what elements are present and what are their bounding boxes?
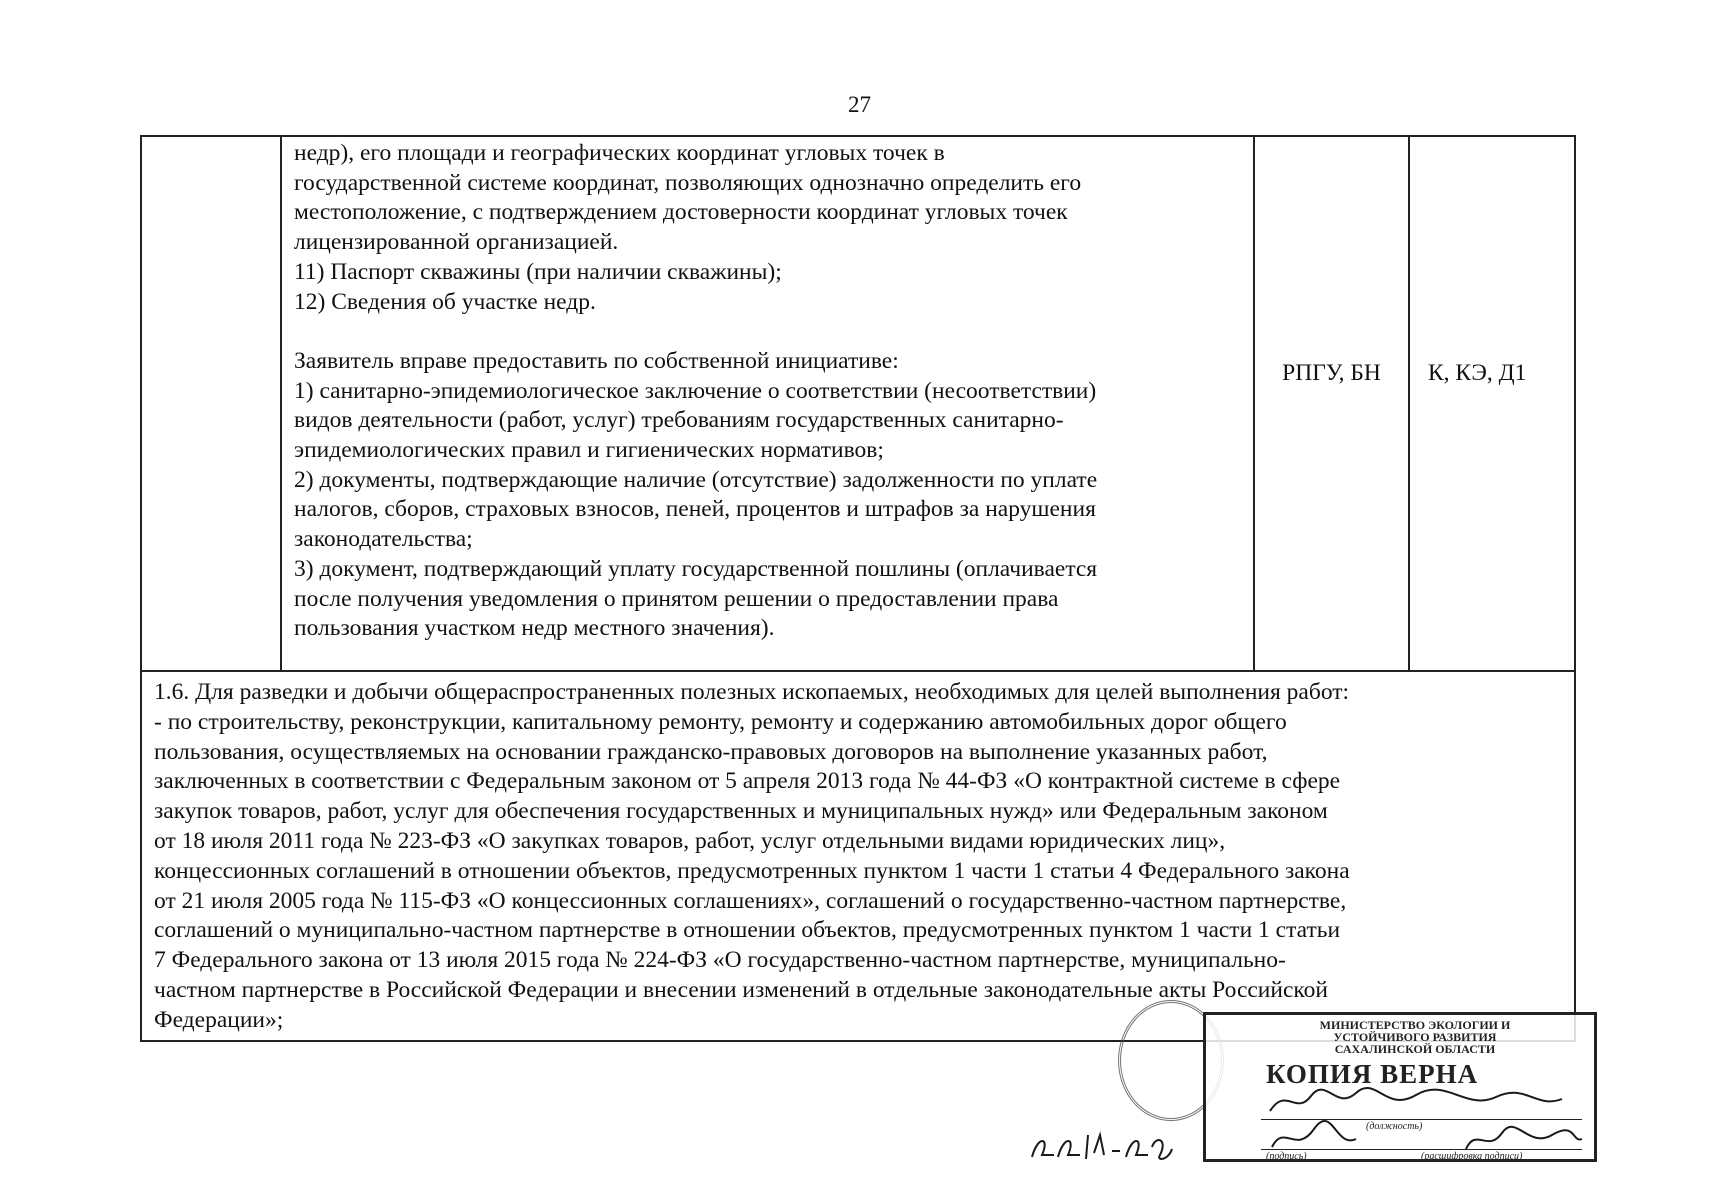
text-line: пользования, осуществляемых на основании гражданско-правовых договоров на выполнение указанных работ, [154, 738, 1268, 765]
text-line: 12) Сведения об участке недр. [294, 288, 596, 315]
stamp-ministry-line: САХАЛИНСКОЙ ОБЛАСТИ [1334, 1042, 1496, 1056]
table-row [142, 137, 1574, 672]
certified-copy-stamp [1203, 1012, 1597, 1162]
stamp-caption-position: (должность) [1366, 1121, 1423, 1132]
text-line: Федерации»; [154, 1006, 284, 1033]
text-line: - по строительству, реконструкции, капитальному ремонту, ремонту и содержанию автомобильных дорог общего [154, 708, 1287, 735]
requirements-table [140, 135, 1576, 1042]
text-line: 3) документ, подтверждающий уплату государственной пошлины (оплачивается [294, 555, 1098, 582]
stamp-ministry-line: УСТОЙЧИВОГО РАЗВИТИЯ [1333, 1030, 1497, 1044]
text-line: государственной системе координат, позволяющих однозначно определить его [294, 169, 1082, 196]
text-line: 11) Паспорт скважины (при наличии скважины); [294, 258, 782, 285]
text-line: законодательства; [294, 526, 473, 553]
text-line: 2) документы, подтверждающие наличие (отсутствие) задолженности по уплате [294, 466, 1098, 493]
text-line: 1.6. Для разведки и добычи общераспространенных полезных ископаемых, необходимых для целей выполнения работ: [154, 679, 1350, 705]
handwritten-date [1028, 1125, 1178, 1170]
stamp-caption-name: (расшифровка подписи) [1421, 1151, 1523, 1162]
submission-codes-cell: РПГУ, БН [1255, 137, 1410, 670]
text-line: пользования участком недр местного значения). [294, 615, 775, 642]
text-line: Заявитель вправе предоставить по собственной инициативе: [294, 347, 899, 374]
handwritten-signature [1266, 1119, 1586, 1159]
text-line: от 21 июля 2005 года № 115-ФЗ «О концессионных соглашениях», соглашений о государственно-частном партнерстве, [154, 887, 1347, 914]
text-line: соглашений о муниципально-частном партнерстве в отношении объектов, предусмотренных пунктом 1 части 1 статьи [154, 917, 1341, 944]
text-line: налогов, сборов, страховых взносов, пеней, процентов и штрафов за нарушения [294, 496, 1096, 523]
text-line: видов деятельности (работ, услуг) требованиям государственных санитарно- [294, 407, 1064, 434]
text-line: концессионных соглашений в отношении объектов, предусмотренных пунктом 1 части 1 статьи 4 Федерального закона [154, 857, 1350, 884]
documents-list-cell [282, 137, 1255, 670]
stamp-ministry-line: МИНИСТЕРСТВО ЭКОЛОГИИ И [1319, 1018, 1511, 1032]
section-1-6-row [142, 672, 1574, 1040]
handwritten-position-signature [1266, 1081, 1566, 1121]
text-line: от 18 июля 2011 года № 223-ФЗ «О закупках товаров, работ, услуг отдельными видами юридических лиц», [154, 827, 1226, 854]
paragraph-gap [294, 317, 1243, 347]
text-line: после получения уведомления о принятом решении о предоставлении права [294, 585, 1059, 612]
text-line: частном партнерстве в Российской Федерации и внесении изменений в отдельные законодательные акты Российской [154, 976, 1328, 1003]
text-line: закупок товаров, работ, услуг для обеспечения государственных и муниципальных нужд» или Федеральным законом [154, 798, 1328, 825]
text-line: заключенных в соответствии с Федеральным законом от 5 апреля 2013 года № 44-ФЗ «О контрактной системе в сфере [154, 768, 1341, 795]
page-number: 27 [848, 92, 871, 117]
text-line: эпидемиологических правил и гигиенических нормативов; [294, 437, 884, 464]
document-categories-cell: К, КЭ, Д1 [1428, 360, 1527, 386]
text-line: лицензированной организацией. [294, 229, 619, 256]
stamp-ministry-name [1246, 1019, 1584, 1055]
text-line: недр), его площади и географических координат угловых точек в [294, 140, 945, 166]
stamp-certified-text: КОПИЯ ВЕРНА [1266, 1059, 1479, 1089]
text-line: 7 Федерального закона от 13 июля 2015 года № 224-ФЗ «О государственно-частном партнерстве, муниципально- [154, 947, 1286, 974]
text-line: местоположение, с подтверждением достоверности координат угловых точек [294, 199, 1068, 226]
empty-number-cell [142, 137, 282, 670]
text-line: 1) санитарно-эпидемиологическое заключение о соответствии (несоответствии) [294, 377, 1097, 404]
stamp-caption-signature: (подпись) [1266, 1151, 1307, 1162]
